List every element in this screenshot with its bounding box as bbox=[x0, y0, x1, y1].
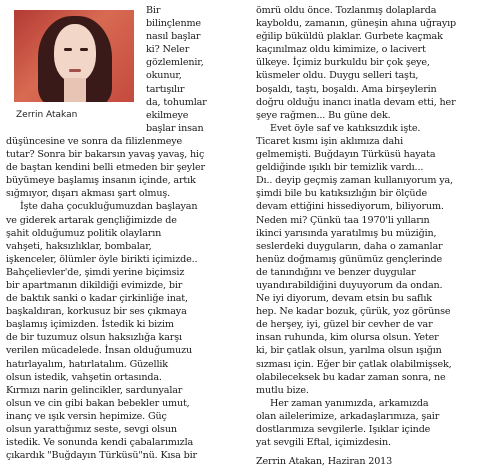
text-line: Neden mi? Çünkü taa 1970'li yılların bbox=[256, 214, 430, 226]
text-line: başkaldıran, korkusuz bir ses çıkmaya bbox=[6, 306, 187, 318]
intro-line: okunur, bbox=[146, 70, 182, 82]
text-line: olsun yarattığımız seste, sevgi olsun bbox=[6, 424, 177, 435]
text-line: çıkardık "Buğdayın Türküsü"nü. Kısa bir bbox=[6, 450, 197, 462]
text-line: yat sevgili Eftal, içimizdesin. bbox=[256, 437, 391, 449]
text-line: Her zaman yanımızda, arkamızda bbox=[270, 397, 429, 409]
text-line: vahşeti, haksızlıklar, bombalar, bbox=[6, 240, 152, 252]
text-line: gelmemişti. Buğdayın Türküsü hayata bbox=[256, 149, 436, 161]
text-line: seslerdeki duyguların, daha o zamanlar bbox=[256, 240, 443, 252]
text-line: şimdi bile bu katıksızlığın bir ölçüde bbox=[256, 188, 427, 200]
intro-line: nasıl başlar bbox=[146, 31, 201, 43]
text-line: kaçınılmaz oldu kimimize, o lacivert bbox=[256, 44, 426, 56]
text-line: ki, bir çatlak olsun, yarılma olsun ışığın bbox=[256, 345, 442, 357]
text-line: işkenceler, ölümler öyle birikti içimizde.. bbox=[6, 253, 198, 265]
text-line: Evet öyle saf ve katıksızdık işte. bbox=[270, 122, 421, 134]
text-line: ülkeye. İçimiz burkuldu bir çok şeye, bbox=[256, 57, 430, 69]
left-column bbox=[6, 4, 242, 462]
intro-line: ki? Neler bbox=[146, 44, 190, 56]
text-line: küsmeler oldu. Duygu selleri taştı, bbox=[256, 70, 419, 82]
signature: Zerrin Atakan, Haziran 2013 bbox=[256, 456, 393, 468]
text-line: ömrü oldu önce. Tozlanmış dolaplarda bbox=[256, 5, 437, 16]
text-line: Ticaret kısmı işin aklımıza dahi bbox=[256, 135, 404, 147]
text-line: hep. Ne kadar bozuk, çürük, yoz görünse bbox=[256, 306, 451, 318]
text-line: inanç ve ışık versin hepimize. Güç bbox=[6, 410, 167, 422]
text-line: de bir tuzumuz olsun haksızlığa karşı bbox=[6, 332, 182, 344]
text-line: kayboldu, zamanın, güneşin ahına uğrayıp bbox=[256, 18, 457, 30]
text-line: şahit olduğumuz politik olayların bbox=[6, 227, 162, 239]
text-line: hatırlayalım, hatırlatalım. Güzellik bbox=[6, 358, 168, 370]
intro-line: da, tohumlar bbox=[146, 96, 207, 108]
text-line: istedik. Ve sonunda kendi çabalarımızla bbox=[6, 437, 194, 449]
text-line: de herşey, iyi, güzel bir cevher de var bbox=[256, 319, 433, 331]
text-line: de baktık sanki o kadar çirkinliğe inat, bbox=[6, 293, 188, 305]
text-line: doğru olduğu inancı inatla devam etti, her bbox=[256, 96, 456, 108]
text-line: eğilip büküldü plaklar. Gurbete kaçmak bbox=[256, 31, 443, 43]
text-line: olan ailelerimize, arkadaşlarımıza, şair bbox=[256, 410, 440, 422]
intro-line: Bir bbox=[146, 5, 161, 16]
text-line: uyandırabildiğini duyuyorum da ondan. bbox=[256, 279, 443, 291]
text-line: Bahçelievler'de, şimdi yerine biçimsiz bbox=[6, 266, 185, 278]
author-caption: Zerrin Atakan bbox=[16, 110, 78, 120]
text-line: tutar? Sonra bir bakarsın yavaş yavaş, hiç bbox=[6, 149, 205, 161]
text-line: başlamış içimizden. İstedik ki bizim bbox=[6, 319, 174, 331]
text-line: de baştan kendini belli etmeden bir şeyler bbox=[6, 162, 205, 174]
text-line: olsun ve cin gibi bakan bebekler umut, bbox=[6, 397, 190, 409]
text-line: büyümeye başlamış insanın içinde, artık bbox=[6, 175, 196, 187]
text-line: Dı.. deyip geçmiş zaman kullanıyorum ya, bbox=[256, 175, 453, 187]
text-line: geldiğinde ışıklı bir temizlik vardı... bbox=[256, 162, 424, 174]
intro-line: bilinçlenme bbox=[146, 18, 201, 30]
text-line: bir apartmanın dikildiği evimizde, bir bbox=[6, 279, 183, 291]
text-line: Ne iyi diyorum, devam etsin bu saflık bbox=[256, 293, 432, 305]
intro-line: tartışılır bbox=[146, 83, 185, 95]
right-column bbox=[256, 4, 496, 468]
text-line: olsun istedik, vahşetin ortasında. bbox=[6, 371, 162, 383]
text-line: verilen mücadelede. İnsan olduğumuzu bbox=[6, 345, 193, 357]
text-line: sığmıyor, dışarı akması şart olmuş. bbox=[6, 188, 171, 200]
text-line: olabileceksek bu kadar zaman sonra, ne bbox=[256, 371, 446, 383]
text-line: henüz doğmamış günümüz gençlerinde bbox=[256, 253, 443, 265]
intro-line: gözlemlenir, bbox=[146, 57, 204, 69]
text-line: mutlu bize. bbox=[256, 384, 309, 396]
intro-line: başlar insan bbox=[146, 122, 204, 134]
text-line: Kırmızı narin gelincikler, sardunyalar bbox=[6, 384, 183, 396]
text-line: devam ettiğini hissediyorum, biliyorum. bbox=[256, 201, 444, 213]
text-line: ikinci yarısında yaratılmış bu müziğin, bbox=[256, 227, 437, 239]
text-line: ve giderek artarak gençliğimizde de bbox=[6, 214, 177, 226]
text-line: insan ruhunda, kim olursa olsun. Yeter bbox=[256, 332, 439, 344]
text-line: şeye rağmen... Bu güne dek. bbox=[256, 109, 391, 121]
text-line: dostlarımıza sevgilerle. Işıklar içinde bbox=[256, 424, 431, 435]
text-line: düşüncesine ve sonra da filizlenmeye bbox=[6, 135, 183, 147]
intro-line: ekilmeye bbox=[146, 109, 189, 121]
text-line: boşaldı, taştı, boşaldı. Ama birşeylerin bbox=[256, 83, 437, 95]
text-line: İşte daha çocukluğumuzdan başlayan bbox=[20, 201, 198, 213]
text-line: sızması için. Eğer bir çatlak olabilmişsek, bbox=[256, 358, 452, 370]
text-line: de tanındığını ve benzer duygular bbox=[256, 266, 416, 278]
